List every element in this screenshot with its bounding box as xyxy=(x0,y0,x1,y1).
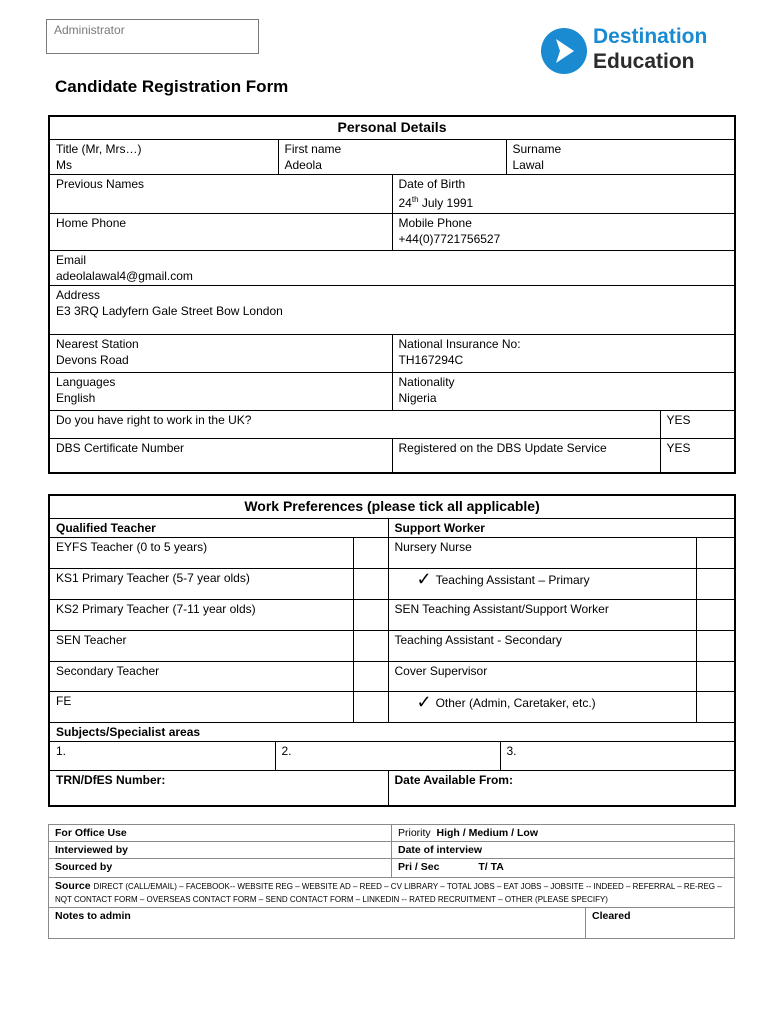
work-pref-right-checkbox[interactable] xyxy=(696,568,735,599)
work-pref-left-checkbox[interactable] xyxy=(353,537,388,568)
work-pref-right-label: SEN Teaching Assistant/Support Worker xyxy=(388,599,696,630)
date-of-interview-field[interactable]: Date of interview xyxy=(392,842,735,859)
surname-value: Lawal xyxy=(512,157,544,172)
surname-label: Surname xyxy=(512,141,562,156)
work-pref-right-label: Cover Supervisor xyxy=(388,661,696,691)
pri-sec-field[interactable]: Pri / Sec T/ TA xyxy=(392,859,735,878)
work-pref-left-checkbox[interactable] xyxy=(353,599,388,630)
administrator-field[interactable] xyxy=(46,19,259,54)
surname-cell[interactable] xyxy=(506,139,735,174)
work-pref-left-label: SEN Teacher xyxy=(49,630,353,661)
work-pref-right-checkbox[interactable] xyxy=(696,661,735,691)
languages-cell[interactable] xyxy=(49,372,392,410)
dob-cell[interactable] xyxy=(392,174,735,213)
mobile-phone-cell[interactable] xyxy=(392,213,735,250)
right-to-work-label: Do you have right to work in the UK? xyxy=(49,410,660,438)
work-pref-right-label[interactable]: ✓ Other (Admin, Caretaker, etc.) xyxy=(388,691,696,722)
logo-line1: Destination xyxy=(593,25,708,48)
email-label: Email xyxy=(56,252,87,267)
first-name-value: Adeola xyxy=(284,157,322,172)
work-pref-left-label: Secondary Teacher xyxy=(49,661,353,691)
nearest-station-label: Nearest Station xyxy=(56,336,139,351)
work-pref-right-checkbox[interactable] xyxy=(696,630,735,661)
dbs-update-label: Registered on the DBS Update Service xyxy=(392,438,660,473)
work-pref-left-label: EYFS Teacher (0 to 5 years) xyxy=(49,537,353,568)
title-cell[interactable] xyxy=(49,139,278,174)
cleared-field[interactable]: Cleared xyxy=(586,908,735,939)
previous-names-cell[interactable] xyxy=(49,174,392,213)
title-value: Ms xyxy=(56,157,72,172)
subject-1-field[interactable]: 1. xyxy=(49,741,275,770)
work-pref-right-checkbox[interactable] xyxy=(696,599,735,630)
logo-line2: Education xyxy=(593,50,695,73)
nearest-station-value: Devons Road xyxy=(56,352,129,367)
first-name-cell[interactable] xyxy=(278,139,506,174)
page-title: Candidate Registration Form xyxy=(55,77,289,96)
work-pref-right-checkbox[interactable] xyxy=(696,537,735,568)
title-label: Title (Mr, Mrs…) xyxy=(56,141,142,156)
dbs-certificate-cell[interactable] xyxy=(49,438,392,473)
work-pref-right-checkbox[interactable] xyxy=(696,691,735,722)
administrator-placeholder: Administrator xyxy=(54,23,125,37)
mobile-phone-label: Mobile Phone xyxy=(398,215,472,230)
qualified-teacher-heading: Qualified Teacher xyxy=(49,518,388,537)
tick-icon: ✓ xyxy=(416,568,432,589)
ni-label: National Insurance No: xyxy=(398,336,521,351)
languages-value: English xyxy=(56,390,96,405)
notes-to-admin-field[interactable]: Notes to admin xyxy=(49,908,586,939)
personal-details-heading: Personal Details xyxy=(49,116,735,139)
source-field[interactable]: Source DIRECT (CALL/EMAIL) – FACEBOOK-- WEBSITE REG – WEBSITE AD – REED – CV LIBRARY – TOTAL JOBS – EAT JOBS – JOBSITE -- INDEED – REFERRAL – RE-REG – NQT CONTACT FORM – OVERSEAS CONTACT FORM – SEND CONTACT FORM – LINKEDIN -- RATED RECRUITMENT – OTHER (PLEASE SPECIFY) xyxy=(49,878,735,908)
work-pref-left-checkbox[interactable] xyxy=(353,630,388,661)
dob-label: Date of Birth xyxy=(398,176,466,191)
address-value: E3 3RQ Ladyfern Gale Street Bow London xyxy=(56,303,283,318)
office-use-table xyxy=(48,824,735,939)
work-pref-right-label: Nursery Nurse xyxy=(388,537,696,568)
work-pref-left-checkbox[interactable] xyxy=(353,691,388,722)
work-pref-right-label: Teaching Assistant - Secondary xyxy=(388,630,696,661)
interviewed-by-field[interactable]: Interviewed by xyxy=(49,842,392,859)
home-phone-cell[interactable] xyxy=(49,213,392,250)
subjects-heading: Subjects/Specialist areas xyxy=(49,722,735,741)
email-value: adeolalawal4@gmail.com xyxy=(56,268,193,283)
work-pref-left-checkbox[interactable] xyxy=(353,568,388,599)
for-office-use-label: For Office Use xyxy=(49,825,392,842)
nearest-station-cell[interactable] xyxy=(49,334,392,372)
nationality-label: Nationality xyxy=(398,374,455,389)
support-worker-heading: Support Worker xyxy=(388,518,735,537)
work-pref-right-label[interactable]: ✓ Teaching Assistant – Primary xyxy=(388,568,696,599)
trn-dfes-field[interactable]: TRN/DfES Number: xyxy=(49,770,388,806)
address-label: Address xyxy=(56,287,101,302)
work-pref-left-label: KS2 Primary Teacher (7-11 year olds) xyxy=(49,599,353,630)
work-preferences-table xyxy=(48,494,736,807)
dob-value: 24th July 1991 xyxy=(398,194,474,210)
subject-3-field[interactable]: 3. xyxy=(500,741,735,770)
email-cell[interactable] xyxy=(49,250,735,285)
work-pref-left-checkbox[interactable] xyxy=(353,661,388,691)
dbs-certificate-label: DBS Certificate Number xyxy=(56,440,185,455)
tick-icon: ✓ xyxy=(416,691,432,712)
right-to-work-value[interactable]: YES xyxy=(660,410,735,438)
subject-2-field[interactable]: 2. xyxy=(275,741,500,770)
languages-label: Languages xyxy=(56,374,116,389)
dbs-update-value[interactable]: YES xyxy=(660,438,735,473)
destination-education-logo xyxy=(541,24,741,78)
mobile-phone-value: +44(0)7721756527 xyxy=(398,231,501,246)
home-phone-label: Home Phone xyxy=(56,215,127,230)
nationality-value: Nigeria xyxy=(398,390,437,405)
address-cell[interactable] xyxy=(49,285,735,334)
nationality-cell[interactable] xyxy=(392,372,735,410)
priority-field[interactable]: Priority High / Medium / Low xyxy=(392,825,735,842)
ni-value: TH167294C xyxy=(398,352,464,367)
date-available-field[interactable]: Date Available From: xyxy=(388,770,735,806)
work-preferences-heading: Work Preferences (please tick all applicable) xyxy=(49,495,735,518)
previous-names-label: Previous Names xyxy=(56,176,145,191)
ni-cell[interactable] xyxy=(392,334,735,372)
sourced-by-field[interactable]: Sourced by xyxy=(49,859,392,878)
work-pref-left-label: KS1 Primary Teacher (5-7 year olds) xyxy=(49,568,353,599)
first-name-label: First name xyxy=(284,141,342,156)
personal-details-table xyxy=(48,115,736,474)
work-pref-left-label: FE xyxy=(49,691,353,722)
play-chevron-icon xyxy=(541,28,587,74)
